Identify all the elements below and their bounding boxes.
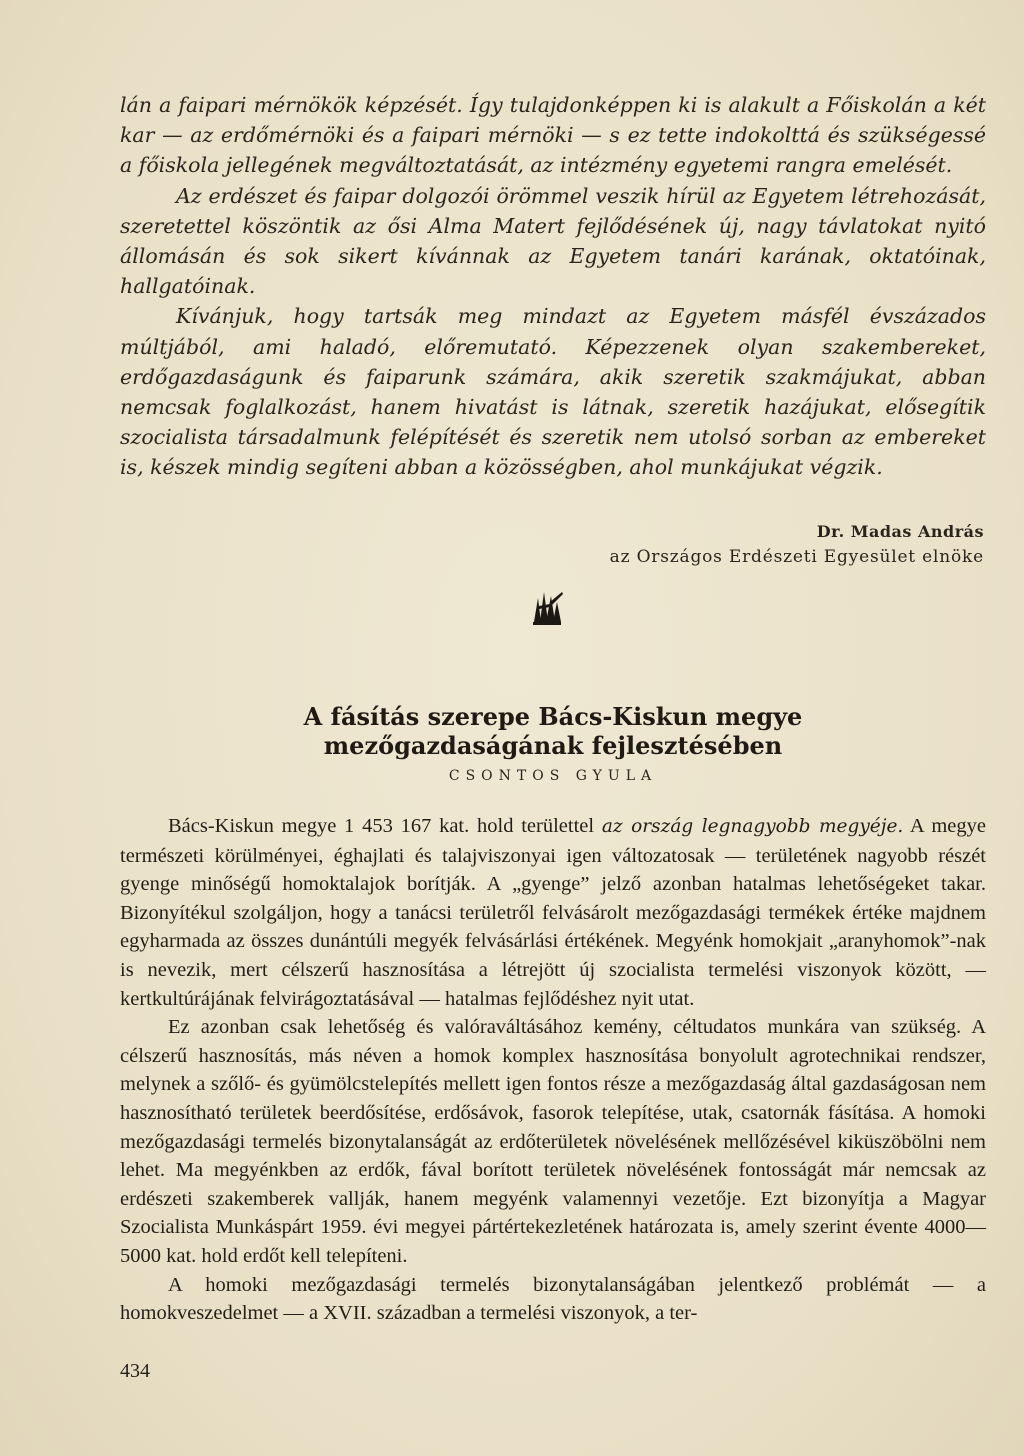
body-paragraph-1-emphasis: az ország legnagyobb megyéje.: [601, 816, 904, 837]
intro-paragraph-3: Kívánjuk, hogy tartsák meg mindazt az Egyetem másfél évszázados múltjából, ami haladó, előremutató. Képezzenek olyan szakembereket, erdőgazdaságunk és faiparunk számára, akik szeretik szakmájukat, abban nemcsak foglalkozást, hanem hivatást is látnak, szeretik hazájukat, elősegítik szocialista társadalmunk felépítését és szeretik nem utolsó sorban az embereket is, készek mindig segíteni abban a közösségben, ahol munkájukat végzik.: [120, 304, 986, 480]
page-number: 434: [120, 1360, 150, 1382]
body-paragraph-1: [120, 812, 986, 1013]
signature-name: Dr. Madas András: [816, 522, 984, 541]
body-paragraph-1-rest: A megye természeti körülményei, éghajlati és talajviszonyai igen változatosak — területének nagyobb részét gyenge minőségű homoktalajok borítják. A „gyenge” jelző azonban hatalmas lehetőségeket takar. Bizonyítékul szolgáljon, hogy a tanácsi területről felvásárolt mezőgazdasági termékek értéke majdnem egyharmada az összes dunántúli megyék felvásárlási értékének. Megyénk homokjait „aranyhomok”-nak is nevezik, mert célszerű hasznosítása a létrejött új szocialista termelési viszonyok között, — kertkultúrájának felvirágoztatásával — hatalmas fejlődéshez nyit utat.: [120, 815, 986, 1010]
body-paragraph-1-start: Bács-Kiskun megye 1 453 167 kat. hold területtel: [168, 815, 602, 837]
article-author: CSONTOS GYULA: [448, 768, 658, 784]
body-paragraph-2: Ez azonban csak lehetőség és valóraváltásához kemény, céltudatos munkára van szükség. A célszerű hasznosítás, más néven a homok komplex hasznosítása bonyolult agrotechnikai rendszer, melynek a szőlő- és gyümölcstelepítés mellett igen fontos része a mezőgazdaság által gazdaságosan nem hasznosítható területek beerdősítése, erdősávok, fasorok telepítése, utak, csatornák fásítása. A homoki mezőgazdasági termelés bizonytalanságát az erdőterületek növelésének mellőzésével kiküszöbölni nem lehet. Ma megyénkben az erdők, fával borított területek növelésének fontosságát már nemcsak az erdészeti szakemberek vallják, hanem megyénk valamennyi vezetője. Ezt bizonyítja a Magyar Szocialista Munkáspárt 1959. évi megyei pártértekezletének határozata is, amely szerint évente 4000—5000 kat. hold erdőt kell telepíteni.: [120, 1016, 986, 1267]
intro-paragraph-2: Az erdészet és faipar dolgozói örömmel veszik hírül az Egyetem létrehozását, szeretettel köszöntik az ősi Alma Matert fejlődésének új, nagy távlatokat nyitó állomásán és sok sikert kívánnak az Egyetem tanári karának, oktatóinak, hallgatóinak.: [120, 183, 986, 299]
article-title-line-2: mezőgazdaságának fejlesztésében: [323, 731, 783, 760]
article-title: [120, 702, 986, 760]
signature-role: az Országos Erdészeti Egyesület elnöke: [609, 547, 984, 567]
intro-text: [120, 90, 986, 483]
tree-ornament-icon: [530, 588, 566, 628]
body-paragraph-3: A homoki mezőgazdasági termelés bizonytalanságában jelentkező problémát — a homokveszedelmet — a XVII. században a termelési viszonyok, a ter-: [120, 1273, 986, 1325]
article-title-line-1: A fásítás szerepe Bács-Kiskun megye: [303, 702, 803, 731]
intro-paragraph-1: lán a faipari mérnökök képzését. Így tulajdonképpen ki is alakult a Főiskolán a két kar — az erdőmérnöki és a faipari mérnöki — s ez tette indokolttá és szükségessé a főiskola jellegének megváltoztatását, az intézmény egyetemi rangra emelését.: [120, 93, 986, 178]
article-body: [120, 812, 986, 1328]
